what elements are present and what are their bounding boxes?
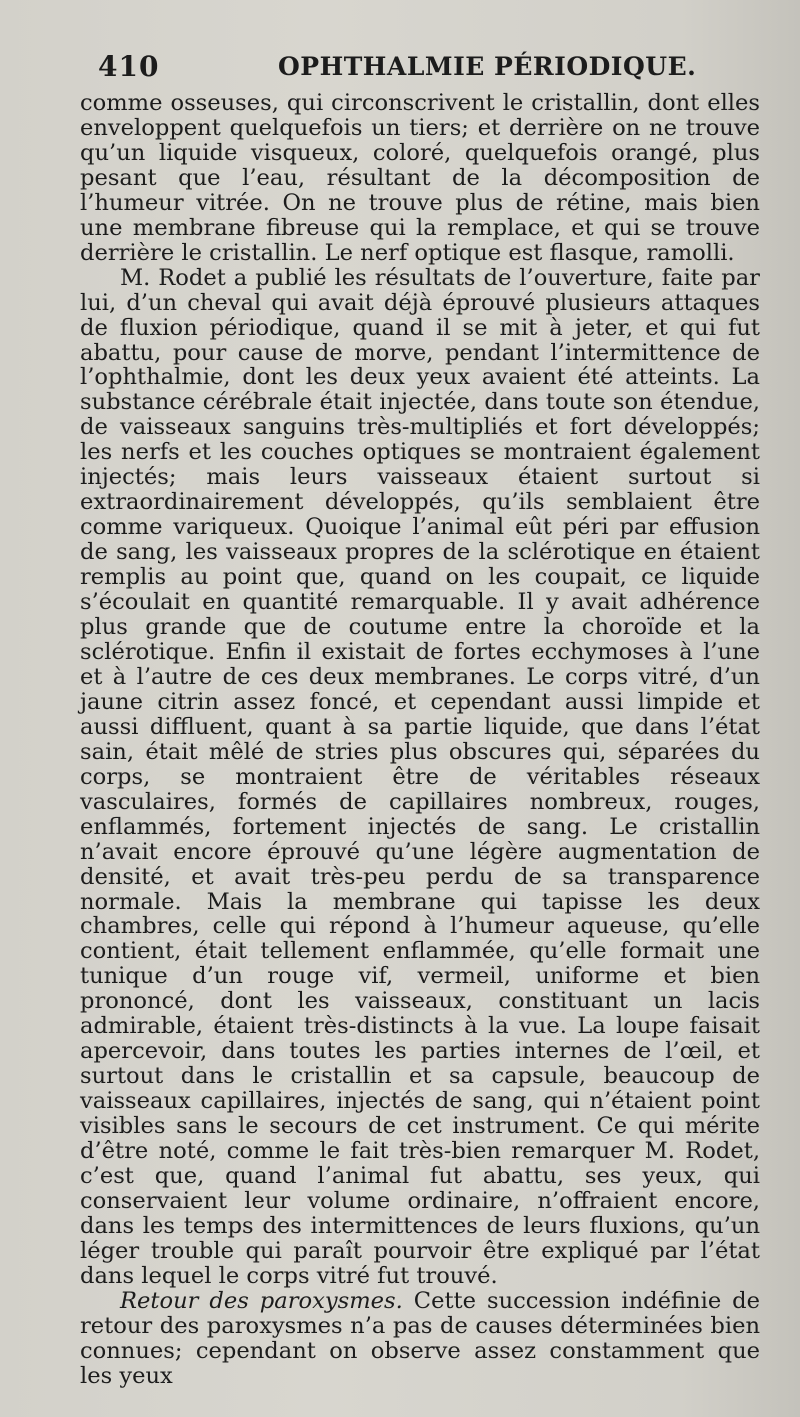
running-title: OPHTHALMIE PÉRIODIQUE. xyxy=(278,52,697,81)
paragraph xyxy=(80,1289,760,1389)
paragraph-text: M. Rodet a publié les résultats de l’ouverture, faite par lui, d’un cheval qui avait déjà éprouvé plusieurs attaques de fluxion périodique, quand il se mit à jeter, et qui fut abattu, pour cause de morve, pendant l’intermittence de l’ophthalmie, dont les deux yeux avaient été atteints. La substance cérébrale était injectée, dans toute son étendue, de vaisseaux sanguins très-multipliés et fort développés; les nerfs et les couches optiques se montraient également injectés; mais leurs vaisseaux étaient surtout si extraordinairement développés, qu’ils semblaient être comme variqueux. Quoique l’animal eût péri par effusion de sang, les vaisseaux propres de la sclérotique en étaient remplis au point que, quand on les coupait, ce liquide s’écoulait en quantité remarquable. Il y avait adhérence plus grande que de coutume entre la choroïde et la sclérotique. Enfin il existait de fortes ecchymoses à l’une et à l’autre de ces deux membranes. Le corps vitré, d’un jaune citrin assez foncé, et cependant aussi limpide et aussi diffluent, quant à sa partie liquide, que dans l’état sain, était mêlé de stries plus obscures qui, séparées du corps, se montraient être de véritables réseaux vasculaires, formés de capillaires nombreux, rouges, enflammés, fortement injectés de sang. Le cristallin n’avait encore éprouvé qu’une légère augmentation de densité, et avait très-peu perdu de sa transparence normale. Mais la membrane qui tapisse les deux chambres, celle qui répond à l’humeur aqueuse, qu’elle contient, était tellement enflammée, qu’elle formait une tunique d’un rouge vif, vermeil, uniforme et bien prononcé, dont les vaisseaux, constituant un lacis admirable, étaient très-distincts à la vue. La loupe faisait apercevoir, dans toutes les parties internes de l’œil, et surtout dans le cristallin et sa capsule, beaucoup de vaisseaux capillaires, injectés de sang, qui n’étaient point visibles sans le secours de cet instrument. Ce qui mérite d’être noté, comme le fait très-bien remarquer M. Rodet, c’est que, quand l’animal fut abattu, ses yeux, qui conservaient leur volume ordinaire, n’offraient encore, dans les temps des intermittences de leurs fluxions, qu’un léger trouble qui paraît pourvoir être expliqué par l’état dans lequel le corps vitré fut trouvé. xyxy=(80,264,760,1289)
body-text xyxy=(80,91,760,1389)
page-number: 410 xyxy=(98,50,160,83)
page-header xyxy=(98,50,758,90)
paragraph-text: Cette succession indéfinie de retour des paroxysmes n’a pas de causes déterminées bien connues; cependant on observe assez constamment que les yeux xyxy=(80,1287,760,1389)
paragraph xyxy=(80,91,760,266)
section-lead: Retour des paroxysmes. xyxy=(120,1287,403,1314)
paragraph xyxy=(80,266,760,1289)
paragraph-text: comme osseuses, qui circonscrivent le cristallin, dont elles enveloppent quelquefois un tiers; et derrière on ne trouve qu’un liquide visqueux, coloré, quelquefois orangé, plus pesant que l’eau, résultant de la décomposition de l’humeur vitrée. On ne trouve plus de rétine, mais bien une membrane fibreuse qui la remplace, et qui se trouve derrière le cristallin. Le nerf optique est flasque, ramolli. xyxy=(80,90,760,266)
